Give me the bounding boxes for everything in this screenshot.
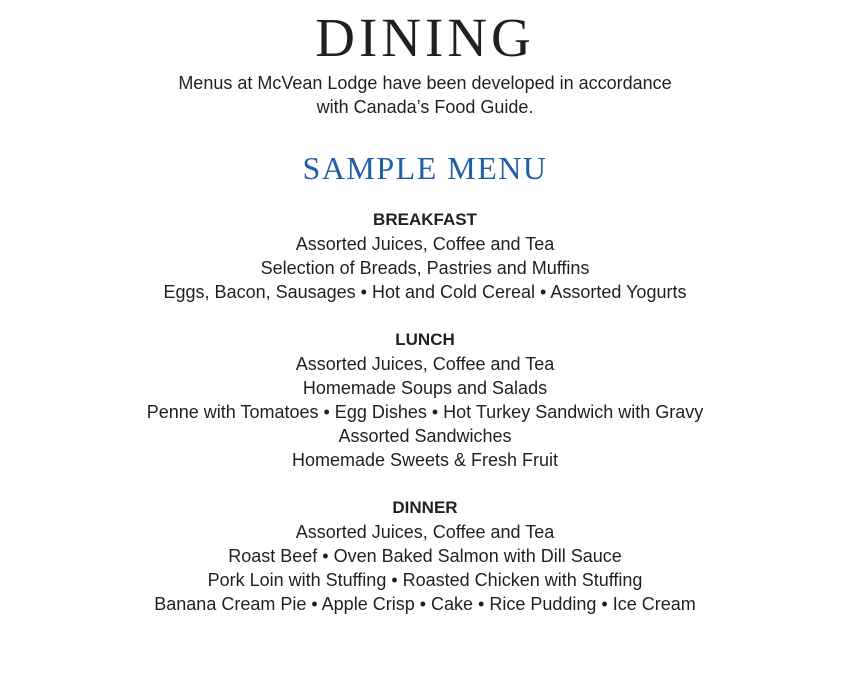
page-title: DINING bbox=[315, 7, 535, 68]
menu-item: Assorted Juices, Coffee and Tea bbox=[295, 234, 555, 254]
menu-item: Assorted Juices, Coffee and Tea bbox=[295, 522, 555, 542]
intro-line-1: Menus at McVean Lodge have been developed in accordance bbox=[178, 73, 672, 93]
dinner-items bbox=[0, 520, 850, 616]
menu-item: Penne with Tomatoes • Egg Dishes • Hot Turkey Sandwich with Gravy bbox=[146, 402, 704, 422]
lunch-section bbox=[0, 328, 850, 472]
menu-item: Roast Beef • Oven Baked Salmon with Dill Sauce bbox=[228, 546, 622, 566]
sample-menu-heading: SAMPLE MENU bbox=[302, 150, 548, 186]
breakfast-heading: BREAKFAST bbox=[373, 210, 477, 229]
menu-item: Homemade Soups and Salads bbox=[302, 378, 548, 398]
dinner-heading: DINNER bbox=[392, 498, 458, 517]
menu-item: Pork Loin with Stuffing • Roasted Chicken with Stuffing bbox=[207, 570, 643, 590]
intro-line-2: with Canada’s Food Guide. bbox=[316, 97, 534, 117]
breakfast-section bbox=[0, 208, 850, 304]
menu-item: Banana Cream Pie • Apple Crisp • Cake • Rice Pudding • Ice Cream bbox=[154, 594, 696, 614]
breakfast-items bbox=[0, 232, 850, 304]
lunch-items bbox=[0, 352, 850, 472]
menu-item: Homemade Sweets & Fresh Fruit bbox=[291, 450, 559, 470]
intro-text bbox=[0, 71, 850, 119]
lunch-heading: LUNCH bbox=[395, 330, 455, 349]
menu-item: Assorted Sandwiches bbox=[338, 426, 512, 446]
menu-item: Selection of Breads, Pastries and Muffins bbox=[260, 258, 590, 278]
menu-item: Eggs, Bacon, Sausages • Hot and Cold Cereal • Assorted Yogurts bbox=[163, 282, 687, 302]
dinner-section bbox=[0, 496, 850, 616]
menu-item: Assorted Juices, Coffee and Tea bbox=[295, 354, 555, 374]
